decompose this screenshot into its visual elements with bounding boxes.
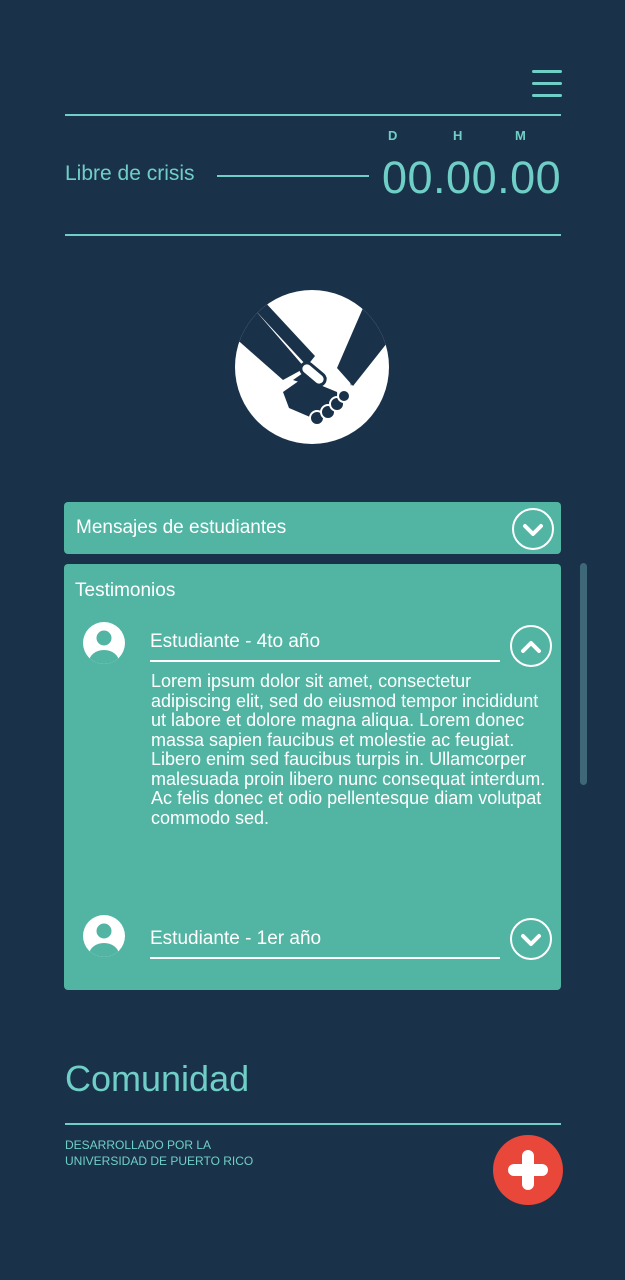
testimonial-expand-button[interactable] xyxy=(510,918,552,960)
user-avatar-icon xyxy=(83,915,125,957)
community-title[interactable]: Comunidad xyxy=(65,1058,250,1099)
chevron-up-icon xyxy=(519,634,543,658)
menu-icon-bar xyxy=(532,94,562,97)
testimonial-text: Lorem ipsum dolor sit amet, consectetur adipiscing elit, sed do eiusmod tempor incididunt ut labore et dolore magna aliqua. Lorem donec massa sapien faucibus et molestie ac feugiat. Libero enim sed faucibus turpis in. Ullamcorper malesuada proin libero nunc consequat interdum. Ac felis donec et odio pellentesque diam volutpat commodo sed. xyxy=(151,671,546,828)
student-messages-title: Mensajes de estudiantes xyxy=(76,517,287,538)
menu-icon-bar xyxy=(532,82,562,85)
timer-unit-days: D xyxy=(388,128,398,143)
footer-divider xyxy=(65,1123,561,1125)
user-avatar-icon xyxy=(83,622,125,664)
footer-credit xyxy=(65,1137,253,1169)
footer-line-1: DESARROLLADO POR LA xyxy=(65,1138,212,1152)
student-messages-toggle[interactable] xyxy=(512,508,554,550)
testimonial-author: Estudiante - 1er año xyxy=(150,928,322,949)
student-messages-card[interactable] xyxy=(64,502,561,554)
author-underline xyxy=(150,660,500,662)
handshake-logo-icon xyxy=(233,288,391,446)
menu-button[interactable] xyxy=(532,70,562,98)
header-divider-bottom xyxy=(65,234,561,236)
crisis-timer: 00.00.00 xyxy=(382,152,562,203)
chevron-down-icon xyxy=(519,929,543,953)
crisis-label-connector xyxy=(217,175,369,177)
testimonial-collapse-button[interactable] xyxy=(510,625,552,667)
scrollbar[interactable] xyxy=(580,563,587,785)
plus-icon xyxy=(493,1135,563,1205)
author-underline xyxy=(150,957,500,959)
chevron-down-icon xyxy=(521,519,545,543)
testimonials-card xyxy=(64,564,561,990)
footer-line-2: UNIVERSIDAD DE PUERTO RICO xyxy=(65,1154,254,1168)
testimonials-title: Testimonios xyxy=(75,580,176,601)
crisis-free-label: Libre de crisis xyxy=(65,162,195,185)
timer-unit-minutes: M xyxy=(515,128,526,143)
header-divider-top xyxy=(65,114,561,116)
timer-unit-hours: H xyxy=(453,128,463,143)
menu-icon xyxy=(532,70,562,73)
add-button[interactable] xyxy=(493,1135,563,1205)
testimonial-author: Estudiante - 4to año xyxy=(150,631,321,652)
